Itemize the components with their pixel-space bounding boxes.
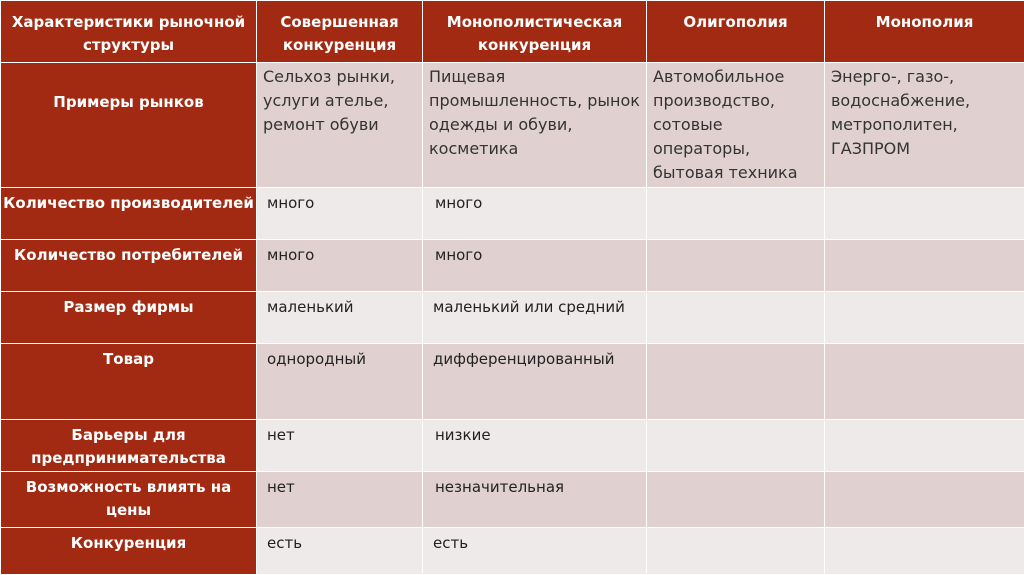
row-label: Товар (1, 344, 257, 420)
cell-monopoly (825, 344, 1024, 420)
cell-perfect: нет (257, 420, 423, 472)
cell-oligopoly (647, 472, 825, 528)
table-row-market-examples (1, 63, 1024, 188)
cell-monopolistic: много (423, 240, 647, 292)
row-label: Конкуренция (1, 528, 257, 575)
table-row-competition (1, 528, 1024, 575)
cell-oligopoly (647, 292, 825, 344)
cell-monopoly (825, 528, 1024, 575)
cell-perfect: много (257, 240, 423, 292)
cell-oligopoly (647, 528, 825, 575)
table-row-firm-size (1, 292, 1024, 344)
cell-monopolistic: низкие (423, 420, 647, 472)
cell-monopolistic: Пищевая промышленность, рынок одежды и обуви, косметика (423, 63, 647, 188)
cell-monopolistic: маленький или средний (423, 292, 647, 344)
row-label: Барьеры для предпринимательства (1, 420, 257, 472)
cell-monopoly (825, 472, 1024, 528)
table-row-producers (1, 188, 1024, 240)
table-header-row (1, 1, 1024, 63)
row-label: Размер фирмы (1, 292, 257, 344)
row-label: Возможность влиять на цены (1, 472, 257, 528)
header-monopolistic-competition: Монополистическая конкуренция (423, 1, 647, 63)
cell-monopolistic: дифференцированный (423, 344, 647, 420)
cell-perfect: однородный (257, 344, 423, 420)
table-row-entry-barriers (1, 420, 1024, 472)
cell-oligopoly (647, 240, 825, 292)
cell-oligopoly (647, 188, 825, 240)
cell-oligopoly (647, 344, 825, 420)
row-label: Примеры рынков (1, 63, 257, 188)
cell-perfect: много (257, 188, 423, 240)
cell-monopoly (825, 240, 1024, 292)
cell-monopolistic: много (423, 188, 647, 240)
cell-monopoly: Энерго-, газо-, водоснабжение, метрополитен, ГАЗПРОМ (825, 63, 1024, 188)
cell-monopoly (825, 188, 1024, 240)
cell-monopoly (825, 292, 1024, 344)
header-characteristics: Характеристики рыночной структуры (1, 1, 257, 63)
table-row-consumers (1, 240, 1024, 292)
table-row-price-influence (1, 472, 1024, 528)
cell-monopolistic: незначительная (423, 472, 647, 528)
cell-oligopoly: Автомобильное производство, сотовые операторы, бытовая техника (647, 63, 825, 188)
cell-perfect: Сельхоз рынки, услуги ателье, ремонт обуви (257, 63, 423, 188)
table-row-product (1, 344, 1024, 420)
cell-monopolistic: есть (423, 528, 647, 575)
cell-perfect: маленький (257, 292, 423, 344)
header-oligopoly: Олигополия (647, 1, 825, 63)
cell-monopoly (825, 420, 1024, 472)
row-label: Количество потребителей (1, 240, 257, 292)
cell-perfect: нет (257, 472, 423, 528)
cell-perfect: есть (257, 528, 423, 575)
row-label: Количество производителей (1, 188, 257, 240)
header-monopoly: Монополия (825, 1, 1024, 63)
cell-oligopoly (647, 420, 825, 472)
header-perfect-competition: Совершенная конкуренция (257, 1, 423, 63)
